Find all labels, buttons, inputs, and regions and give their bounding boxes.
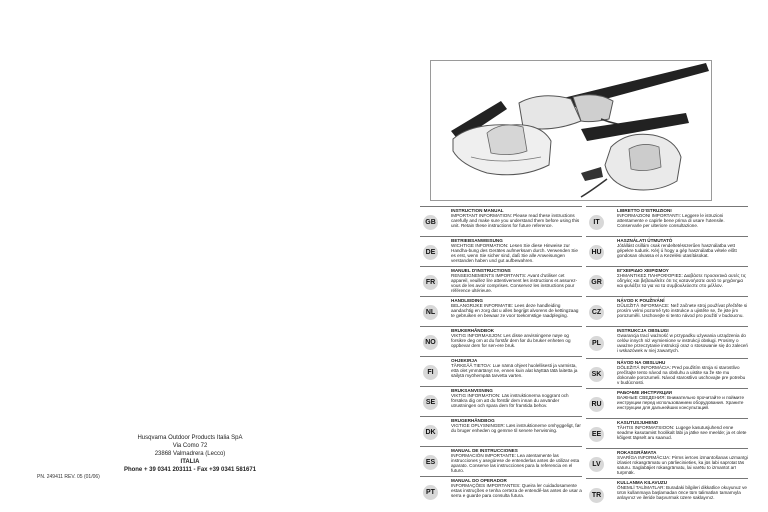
manual-entry-sk [586, 358, 748, 388]
manual-entry-fr [420, 266, 582, 296]
manual-entry-fi [420, 356, 582, 386]
manual-entry-es [420, 446, 582, 476]
language-badge-ru: RU [589, 397, 604, 412]
company-country: ITALIA [180, 459, 200, 465]
manual-text: BRUKSANVISNING VIKTIG INFORMATION: Läs instruktionerna noggrant och försäkra dig om att du förstår dem innan du använder utrustningen och spara dem för framtida behov. [451, 388, 569, 409]
language-badge-cz: CZ [589, 305, 604, 320]
chainsaw-illustration [431, 61, 711, 200]
language-badge-ee: EE [589, 427, 604, 442]
manual-text: BRUKERHÅNDBOK VIKTIG INFORMASJON: Les disse anvisningene nøye og forsikre deg om at du forstår dem før du bruker enheten og oppbevar dem for sen-ere bruk. [451, 328, 571, 349]
manual-text: ROKASGRĀMATA SVARĪGA INFORMĀCIJA: Pirms ierīces izmantošanas uzmanīgi izlasiet rokasgrāmatu un pārliecinieties, ka jūs labi saprotat tās saturu. Saglabājiet rokasgrāmatu, lai varētu to izmantot arī turpmāk. [617, 450, 748, 476]
company-city: 23868 Valmadrera (Lecco) [154, 451, 226, 457]
manual-entry-pl [586, 326, 748, 358]
manuals-column-left [420, 206, 584, 510]
manual-text: BETRIEBSANWEISUNG WICHTIGE INFORMATION: Lesen Sie diese Hinweise zur Handha-bung des Gerätes aufmerksam durch. Verwenden Sie es erst, wenn Sie sicher sind, daß Sie alle Anweisungen verstanden haben und gut aufbewahren. [451, 238, 578, 264]
language-badge-nl: NL [423, 305, 438, 320]
manuals-grid [420, 206, 748, 510]
language-badge-gb: GB [423, 215, 438, 230]
manual-entry-nl [420, 296, 582, 326]
manual-text: INSTRUCTION MANUAL IMPORTANT INFORMATION: Please read these instructions carefully and make sure you understand them before using this unit. Retain these instructions for future reference. [451, 208, 580, 229]
manual-text: HANDLEIDING BELANGRIJKE INFORMATIE: Lees deze handleiding aandachtig en zorg dat u alles begrijpt alvorens de kettingzaag te gebruiken en bewaar ze voor toekomstige raadpleging. [451, 298, 579, 319]
manual-entry-ru [586, 388, 748, 418]
manual-text: ΕΓΧΕΙΡΙΔΙΟ ΧΕΙΡΙΣΜΟΥ ΣΗΜΑΝΤΙΚΕΣ ΠΛΗΡΟΦΟΡΙΕΣ: Διαβάστε προσεκτικά αυτές τις οδηγίες και βεβαιωθείτε ότι τις κατανοήσατε αυτά το μηχάνημα και φυλάξτε τα για να τα συμβουλεύεστε στο μέλλον. [617, 268, 746, 289]
manual-text: NÁVOD NA OBSLUHU DÔLEŽITÁ INFORMÁCIA: Pred použitím stroja si starostlivo prečítajte tento návod na obsluhu a uistite sa že ste mu dokonale porozumeli. Návod starostlivo uschovajte pre potrebu v budúcnosti. [617, 360, 746, 386]
manual-text: HASZNÁLATI ÚTMUTATÓ Jótállást csillám csak rendeltetésszerűen használatba vett gépekre tudunk. Kérj ú hogy a gép használatba vétele előtt gondosan olvassa el a Kezelési utasításokat. [617, 238, 737, 259]
language-badge-hu: HU [589, 245, 604, 260]
manual-text: NÁVOD K POUŽIVÁNÍ DŮLEŽITÁ INFORMACE: Než začnete stroj používat přečtěte si prosím velmi pozorně tyto instrukce a ujistěte se, že jste jim porozuměli. Uschovejte si tento návod pro použití v budoucnu. [617, 298, 748, 319]
manual-entry-gb [420, 206, 582, 236]
manual-entry-lv [586, 448, 748, 478]
company-name: Husqvarna Outdoor Products Italia SpA [137, 435, 243, 441]
manual-text: INSTRUKCJA OBSŁUGI Gwarancja trací ważność w przypadku używania urządzenia do celów innych niż wymienione w instrukcji obsługi. Prosimy o uważne przeczytanie instrukcji oraz o stosowanie się do zaleceń i wskazówek w niej zawartych. [617, 328, 748, 354]
manual-text: BRUGERHÅNDBOG VIGTIGE OPLYSNINGER: Læs instruktionerne omhyggeligt, før du bruger enheden og gemme til senere henvisning. [451, 418, 581, 434]
language-badge-pt: PT [423, 485, 438, 500]
language-badge-no: NO [423, 335, 438, 350]
chainsaw-right [581, 113, 689, 197]
manual-entry-de [420, 236, 582, 266]
language-badge-pl: PL [589, 336, 604, 351]
language-badge-es: ES [423, 455, 438, 470]
language-badge-dk: DK [423, 425, 438, 440]
manual-entry-gr [586, 266, 748, 296]
language-badge-tr: TR [589, 488, 604, 503]
manual-text: MANUAL DE INSTRUCCIONES INFORMACIÓN IMPORTANTE: Lea atentamente las instrucciones y asegúrese de entenderlas antes de utilizar esta aparato. Conserve las instrucciones para la referencia en el futuro. [451, 448, 580, 474]
language-badge-it: IT [589, 215, 604, 230]
manual-text: MANUAL DO OPERADOR INFORMAÇÕES IMPORTANTES: Queira ler cuidadosamente estas instruções e tenha certeza de entendê-las antes de usar a serra e guarde para consulta futura. [451, 478, 582, 499]
manual-entry-cz [586, 296, 748, 326]
manual-entry-pt [420, 476, 582, 506]
part-number: PN. 249411 REV. 05 (01/06) [37, 474, 100, 480]
company-street: Via Como 72 [172, 443, 208, 449]
product-photo [430, 60, 712, 201]
language-badge-de: DE [423, 245, 438, 260]
manual-entry-tr [586, 478, 748, 510]
manual-entry-ee [586, 418, 748, 448]
company-address [100, 434, 280, 474]
company-contact: Phone + 39 0341 203111 - Fax +39 0341 581671 [123, 467, 257, 473]
language-badge-fi: FI [423, 365, 438, 380]
language-badge-gr: GR [589, 275, 604, 290]
manual-text: KASUTUSJUHEND TÄHTIS INFORMATSIOON: Lugege kasutusjuhend enne seadme kasutamist hoolikalt läbi ja jätke see meelde; ja et olete kõigest täpselt aru saanud. [617, 420, 747, 441]
manual-text: РАБОЧИЕ ИНСТРУКЦИИ ВАЖНЫЕ СВЕДЕНИЯ: Внимательно прочитайте и поймите инструкции перед использованием оборудования. Храните инструкции для дальнейших консультаций. [617, 390, 745, 411]
manual-text: MANUEL D'INSTRUCTIONS RENSEIGNEMENTS IMPORTANTS: Avant d'utiliser cet appareil, veuillez lire attentivement les instructions et assurez-vous de les avoir comprises. Conservez les instructions pour référence ultérieure. [451, 268, 578, 294]
manual-text: KULLANMA KILAVUZU ÖNEMLİ TALİMATLAR: Buradaki bilgileri dikkatlice okuyunuz ve ürün kullanmaya başlamadan önce tüm talimatları tamamıyla anlayınız ve ileride başvurmak üzere saklayınız. [617, 480, 747, 501]
manual-text: LIBRETTO D'ISTRUZIONI INFORMAZIONI IMPORTANTI: Leggere le istruzioni attentamente e capirle bene prima di usare l'utensile. Conservarle per ulteriore consultazione. [617, 208, 725, 229]
manual-entry-hu [586, 236, 748, 266]
manual-entry-no [420, 326, 582, 356]
language-badge-lv: LV [589, 457, 604, 472]
manual-text: OHJEKIRJA TÄRKEÄÄ TIETOA: Lue nämä ohjeet huolellisesti ja varmista, että olet ymmärtänyt ne, ennen kuin alat käyttää tätä laitetta ja säilytä myöhempää tarvetta varten. [451, 358, 578, 379]
manuals-column-right [586, 206, 750, 510]
manual-entry-dk [420, 416, 582, 446]
manual-entry-it [586, 206, 748, 236]
manual-entry-se [420, 386, 582, 416]
language-badge-fr: FR [423, 275, 438, 290]
language-badge-sk: SK [589, 367, 604, 382]
language-badge-se: SE [423, 395, 438, 410]
